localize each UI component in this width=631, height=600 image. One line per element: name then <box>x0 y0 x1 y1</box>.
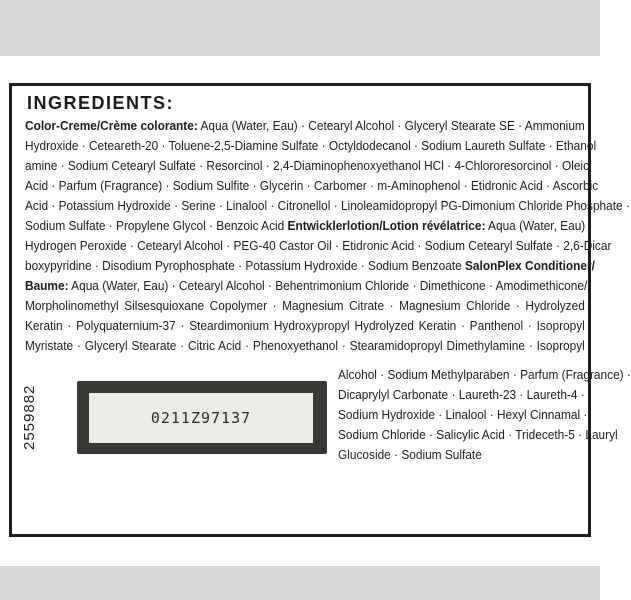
ingredients-line-text: Hydrogen Peroxide · Cetearyl Alcohol · PEG-40 Castor Oil · Etidronic Acid · Sodium Cetearyl Sulfate · 2,6-Dicar <box>25 238 612 253</box>
ingredients-line-text: Morpholinomethyl Silsesquioxane Copolymer · Magnesium Citrate · Magnesium Chloride · Hydrolyzed <box>25 298 585 313</box>
ingredients-line-text: Myristate · Glyceryl Stearate · Citric Acid · Phenoxyethanol · Stearamidopropyl Dimethylamine · Isopropyl <box>25 338 585 353</box>
ingredients-section-label: SalonPlex Conditioner/ <box>465 258 595 273</box>
ingredients-line <box>25 336 585 356</box>
bottom-background-band <box>0 566 600 600</box>
ingredients-line-text: boxypyridine · Disodium Pyrophosphate · Potassium Hydroxide · Sodium Benzoate <box>25 258 466 273</box>
ingredients-line-text: Aqua (Water, Eau) · Cetearyl Alcohol · Behentrimonium Chloride · Dimethicone · Amodimethicone/ <box>68 278 588 293</box>
ingredients-line-text: amine · Sodium Cetearyl Sulfate · Resorcinol · 2,4-Diaminophenoxyethanol HCl · 4-Chlororesorcinol · Oleic <box>25 158 590 173</box>
ingredients-line-text: Hydroxide · Ceteareth-20 · Toluene-2,5-Diamine Sulfate · Octyldodecanol · Sodium Laureth Sulfate · Ethanol <box>25 138 597 153</box>
lot-code: 0211Z97137 <box>89 393 313 443</box>
ingredients-line <box>25 236 612 256</box>
ingredients-line: Glucoside · Sodium Sulfate <box>338 447 482 462</box>
ingredients-line <box>25 116 585 136</box>
ingredients-line <box>25 256 595 276</box>
ingredients-line-text: Acid · Potassium Hydroxide · Serine · Linalool · Citronellol · Linoleamidopropyl PG-Dimonium Chloride Phosphate · <box>25 198 630 213</box>
ingredients-line <box>25 216 593 236</box>
ingredients-text-continued <box>338 365 631 465</box>
ingredients-line-text: Sodium Sulfate · Propylene Glycol · Benzoic Acid <box>25 218 288 233</box>
ingredients-heading: INGREDIENTS: <box>27 93 175 113</box>
ingredients-line <box>25 156 590 176</box>
ingredients-text <box>25 116 630 356</box>
ingredients-line: Sodium Hydroxide · Linalool · Hexyl Cinnamal · <box>338 407 588 422</box>
ingredients-line: Sodium Chloride · Salicylic Acid · Trideceth-5 · Lauryl <box>338 427 618 442</box>
ingredients-line-text: Aqua (Water, Eau) · <box>485 218 593 233</box>
ingredients-line <box>25 316 585 336</box>
ingredients-section-label: Entwicklerlotion/Lotion révélatrice: <box>287 218 486 233</box>
ingredients-line <box>25 296 585 316</box>
ingredients-line <box>25 176 599 196</box>
ingredients-line <box>25 136 597 156</box>
ingredients-line: Dicaprylyl Carbonate · Laureth-23 · Laureth-4 · <box>338 387 585 402</box>
ingredients-line-text: Acid · Parfum (Fragrance) · Sodium Sulfite · Glycerin · Carbomer · m-Aminophenol · Etidronic Acid · Ascorbic <box>25 178 599 193</box>
side-product-code: 2559882 <box>21 384 38 450</box>
ingredients-section-label: Baume: <box>25 278 69 293</box>
ingredients-line-text: Aqua (Water, Eau) · Cetearyl Alcohol · Glyceryl Stearate SE · Ammonium <box>197 118 585 133</box>
ingredients-section-label: Color-Creme/Crème colorante: <box>25 118 198 133</box>
top-background-band <box>0 0 600 56</box>
ingredients-line <box>25 276 588 296</box>
ingredients-line <box>25 196 630 216</box>
ingredients-line: Alcohol · Sodium Methylparaben · Parfum (Fragrance) · <box>338 367 631 382</box>
ingredients-line-text: Keratin · Polyquaternium-37 · Steardimonium Hydroxypropyl Hydrolyzed Keratin · Panthenol · Isopropyl <box>25 318 585 333</box>
